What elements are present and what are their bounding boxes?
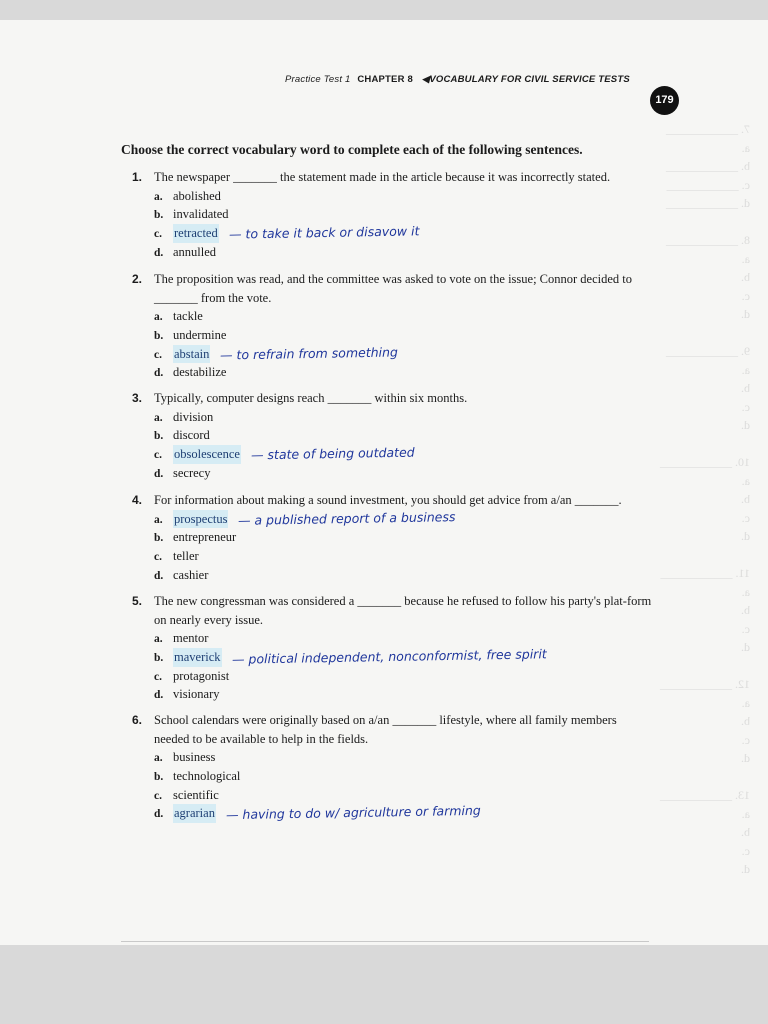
option-letter: d. xyxy=(154,467,164,480)
answer-option xyxy=(154,326,652,345)
answer-option xyxy=(154,187,652,206)
option-text: annulled xyxy=(173,244,217,259)
question-number: 4. xyxy=(132,493,143,507)
option-letter: d. xyxy=(154,246,164,259)
answer-option xyxy=(154,629,652,648)
question-text: For information about making a sound investment, you should get advice from a/an _______. xyxy=(154,493,622,507)
option-letter: b. xyxy=(154,771,164,784)
option-letter: a. xyxy=(154,752,163,765)
bleed-through-text: 7. ____________ a. b. ____________ c. ____________ d. ____________ 8. ____________ a. b. c. d. 9. ____________ a. b. c. d. 10. ____________ a. b. c. d. 11. ____________ a. b. c. d. 12. ____________ a. b. c. d. 13. ____________ a. b. c. d. xyxy=(660,122,750,876)
answer-option xyxy=(154,307,652,326)
option-letter: b. xyxy=(154,330,164,343)
highlighted-answer: retracted xyxy=(173,224,219,243)
option-text: secrecy xyxy=(173,465,211,480)
option-text: teller xyxy=(173,549,199,564)
running-header xyxy=(285,74,630,85)
option-text: protagonist xyxy=(173,668,230,683)
chapter-label: CHAPTER 8 xyxy=(357,74,413,85)
handwritten-definition: — political independent, nonconformist, free spirit xyxy=(231,646,547,667)
answer-option xyxy=(154,243,652,262)
option-letter: c. xyxy=(154,551,162,564)
highlighted-answer: abstain xyxy=(173,345,210,364)
question-stem xyxy=(132,270,652,307)
option-text: entrepreneur xyxy=(173,530,237,545)
option-letter: c. xyxy=(154,789,162,802)
option-letter: a. xyxy=(154,633,163,646)
answer-option xyxy=(154,648,652,667)
option-text: visionary xyxy=(173,687,220,702)
answer-option xyxy=(154,767,652,786)
answer-option xyxy=(154,426,652,445)
section-title: VOCABULARY FOR CIVIL SERVICE TESTS xyxy=(429,74,630,85)
answer-option xyxy=(154,345,652,364)
question-stem xyxy=(132,168,652,187)
question-text: The new congressman was considered a _______ because he refused to follow his party's plat-form on nearly every issue. xyxy=(154,594,652,627)
answer-option xyxy=(154,685,652,704)
option-text: division xyxy=(173,409,214,424)
option-letter: b. xyxy=(154,532,164,545)
practice-test-label: Practice Test 1 xyxy=(285,74,351,85)
answer-option xyxy=(154,804,652,823)
handwritten-definition: — having to do w/ agriculture or farming xyxy=(225,803,481,823)
question-number: 5. xyxy=(132,594,143,608)
question-1 xyxy=(132,168,652,261)
answer-option xyxy=(154,528,652,547)
question-number: 1. xyxy=(132,170,143,184)
instructions: Choose the correct vocabulary word to complete each of the following sentences. xyxy=(121,142,583,157)
option-letter: d. xyxy=(154,689,164,702)
option-letter: c. xyxy=(154,670,162,683)
option-text: invalidated xyxy=(173,207,229,222)
option-text: scientific xyxy=(173,787,219,802)
question-number: 3. xyxy=(132,391,143,405)
question-text: School calendars were originally based on a/an _______ lifestyle, where all family members needed to be available to help in the fields. xyxy=(154,713,617,746)
option-text: discord xyxy=(173,428,210,443)
option-letter: b. xyxy=(154,209,164,222)
highlighted-answer: agrarian xyxy=(173,804,216,823)
question-6 xyxy=(132,711,652,823)
option-letter: d. xyxy=(154,569,164,582)
answer-option xyxy=(154,363,652,382)
section-label: ◀VOCABULARY FOR CIVIL SERVICE TESTS xyxy=(421,74,630,85)
question-3 xyxy=(132,389,652,482)
handwritten-definition: — state of being outdated xyxy=(250,444,415,463)
highlighted-answer: obsolescence xyxy=(173,445,241,464)
option-letter: d. xyxy=(154,808,164,821)
question-number: 2. xyxy=(132,272,143,286)
highlighted-answer: maverick xyxy=(173,648,222,667)
question-number: 6. xyxy=(132,713,143,727)
option-text: destabilize xyxy=(173,365,227,380)
answer-option xyxy=(154,224,652,243)
option-letter: b. xyxy=(154,652,164,665)
answer-option xyxy=(154,408,652,427)
handwritten-definition: — to refrain from something xyxy=(220,344,399,363)
handwritten-definition: — a published report of a business xyxy=(238,508,457,528)
option-letter: c. xyxy=(154,348,162,361)
option-text: abolished xyxy=(173,188,221,203)
question-2 xyxy=(132,270,652,382)
highlighted-answer: prospectus xyxy=(173,510,228,529)
option-letter: a. xyxy=(154,513,163,526)
question-5 xyxy=(132,592,652,704)
question-4 xyxy=(132,491,652,584)
option-text: business xyxy=(173,750,216,765)
option-letter: a. xyxy=(154,190,163,203)
option-text: technological xyxy=(173,769,241,784)
option-letter: c. xyxy=(154,228,162,241)
page-bottom-rule xyxy=(121,941,649,942)
page-number-badge: 179 xyxy=(650,86,679,115)
answer-option xyxy=(154,667,652,686)
option-letter: c. xyxy=(154,449,162,462)
option-text: mentor xyxy=(173,631,209,646)
question-text: The proposition was read, and the committee was asked to vote on the issue; Connor decided to _______ from the vote. xyxy=(154,272,633,305)
option-letter: a. xyxy=(154,311,163,324)
option-letter: b. xyxy=(154,430,164,443)
answer-option xyxy=(154,205,652,224)
answer-option xyxy=(154,566,652,585)
answer-option xyxy=(154,464,652,483)
question-stem xyxy=(132,491,652,510)
option-text: undermine xyxy=(173,328,227,343)
answer-option xyxy=(154,547,652,566)
answer-option xyxy=(154,510,652,529)
option-letter: d. xyxy=(154,367,164,380)
question-text: Typically, computer designs reach _______ within six months. xyxy=(154,391,468,405)
handwritten-definition: — to take it back or disavow it xyxy=(228,223,420,242)
answer-option xyxy=(154,748,652,767)
answer-option xyxy=(154,445,652,464)
option-text: tackle xyxy=(173,309,203,324)
question-stem xyxy=(132,389,652,408)
question-stem xyxy=(132,711,652,748)
answer-option xyxy=(154,786,652,805)
question-text: The newspaper _______ the statement made in the article because it was incorrectly stated. xyxy=(154,170,611,184)
option-letter: a. xyxy=(154,411,163,424)
option-text: cashier xyxy=(173,567,209,582)
question-stem xyxy=(132,592,652,629)
